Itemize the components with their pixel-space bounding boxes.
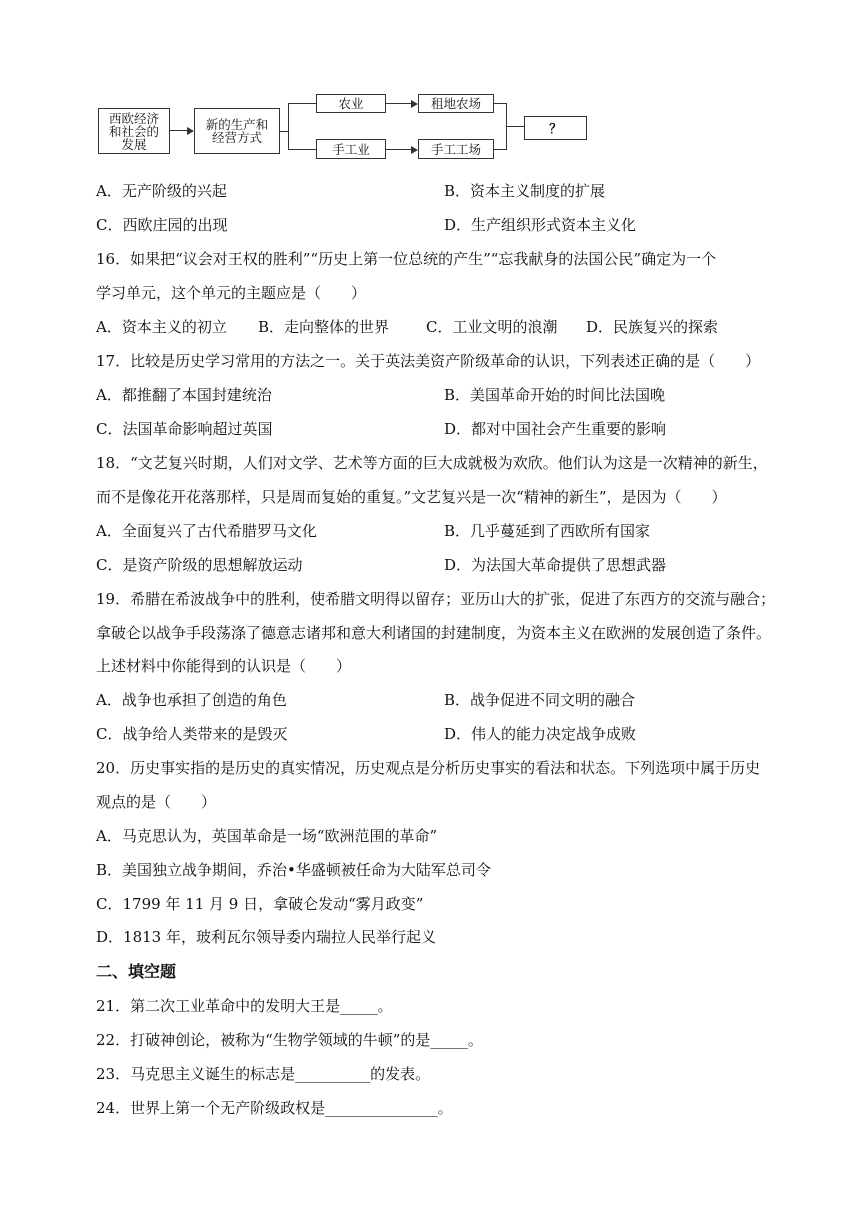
q16-stem-line2: 学习单元，这个单元的主题应是（ ） [96, 284, 367, 302]
branch-stem [280, 131, 288, 132]
q17-option-c: C．法国革命影响超过英国 [96, 420, 273, 438]
diagram-box-agriculture [316, 94, 386, 113]
q17-option-b: B．美国革命开始的时间比法国晚 [444, 386, 666, 404]
q18-stem-line2: 而不是像花开花落那样，只是周而复始的重复。”文艺复兴是一次“精神的新生”，是因为（ ） [96, 488, 727, 506]
q20-stem-line1: 20．历史事实指的是历史的真实情况，历史观点是分析历史事实的看法和状态。下列选项中属于历史 [96, 759, 761, 777]
q19-option-b: B．战争促进不同文明的融合 [444, 691, 636, 709]
merge-top [494, 103, 506, 104]
q16-option-c: C．工业文明的浪潮 [426, 318, 558, 336]
q23-text: 23．马克思主义诞生的标志是__________的发表。 [96, 1065, 431, 1083]
q17-stem-line1: 17．比较是历史学习常用的方法之一。关于英法美资产阶级革命的认识，下列表述正确的是（ ） [96, 352, 761, 370]
q15-option-c: C．西欧庄园的出现 [96, 216, 228, 234]
q15-option-b: B．资本主义制度的扩展 [444, 182, 606, 200]
q16-option-a: A．资本主义的初立 [96, 318, 227, 336]
q19-stem-line1: 19．希腊在希波战争中的胜利，使希腊文明得以留存；亚历山大的扩张，促进了东西方的交流与融合； [96, 590, 776, 608]
arrow-line-bottom [386, 149, 412, 150]
branch-vertical-left [288, 103, 289, 150]
diagram-box-workshop-label: 手工工场 [430, 141, 481, 157]
diagram-box-handicraft-label: 手工业 [332, 141, 370, 157]
q20-option-c: C．1799 年 11 月 9 日，拿破仑发动“雾月政变” [96, 895, 424, 913]
q20-stem-line2: 观点的是（ ） [96, 793, 217, 811]
q18-option-a: A．全面复兴了古代希腊罗马文化 [96, 522, 317, 540]
diagram-box-question [524, 116, 587, 140]
diagram-box-workshop [418, 139, 494, 159]
diagram-box-development-label: 西欧经济和社会的发展 [108, 110, 159, 152]
diagram-box-new-mode-label: 新的生产和经营方式 [205, 117, 269, 145]
q16-stem-line1: 16．如果把“议会对王权的胜利”“历史上第一位总统的产生”“忘我献身的法国公民”确定为一个 [96, 250, 717, 268]
q20-option-b: B．美国独立战争期间，乔治•华盛顿被任命为大陆军总司令 [96, 861, 491, 879]
q19-stem-line2: 拿破仑以战争手段荡涤了德意志诸邦和意大利诸国的封建制度，为资本主义在欧洲的发展创造了条件。 [96, 624, 772, 642]
arrow-head-top [411, 100, 418, 108]
arrow-head-bottom [411, 146, 418, 154]
diagram-box-new-mode [194, 108, 280, 154]
diagram-box-question-label: ？ [549, 120, 562, 136]
q17-option-d: D．都对中国社会产生重要的影响 [444, 420, 667, 438]
q20-option-a: A．马克思认为，英国革命是一场“欧洲范围的革命” [96, 827, 438, 845]
branch-top-left [288, 103, 316, 104]
arrow-line-top [386, 103, 412, 104]
q21-text: 21．第二次工业革命中的发明大王是_____。 [96, 997, 393, 1015]
q18-stem-line1: 18．“文艺复兴时期，人们对文学、艺术等方面的巨大成就极为欢欣。他们认为这是一次精神的新生， [96, 454, 768, 472]
flow-diagram [96, 96, 596, 160]
diagram-box-leased-farm-label: 租地农场 [430, 96, 481, 111]
section-heading-fill-in: 二、填空题 [96, 962, 177, 981]
merge-bottom [494, 149, 506, 150]
diagram-box-development [98, 108, 170, 154]
q19-stem-line3: 上述材料中你能得到的认识是（ ） [96, 657, 352, 675]
merge-out [506, 126, 524, 127]
q17-option-a: A．都推翻了本国封建统治 [96, 386, 272, 404]
q16-option-d: D．民族复兴的探索 [586, 318, 719, 336]
diagram-box-leased-farm [418, 94, 494, 113]
q16-option-b: B．走向整体的世界 [258, 318, 390, 336]
q15-option-d: D．生产组织形式资本主义化 [444, 216, 637, 234]
arrow-head-1 [187, 127, 194, 135]
q19-option-a: A．战争也承担了创造的角色 [96, 691, 287, 709]
diagram-box-agriculture-label: 农业 [338, 96, 364, 111]
q22-text: 22．打破神创论，被称为“生物学领域的牛顿”的是_____。 [96, 1031, 483, 1049]
q19-option-c: C．战争给人类带来的是毁灭 [96, 725, 288, 743]
diagram-box-handicraft [316, 139, 386, 159]
q15-option-a: A．无产阶级的兴起 [96, 182, 227, 200]
q19-option-d: D．伟人的能力决定战争成败 [444, 725, 637, 743]
q18-option-c: C．是资产阶级的思想解放运动 [96, 556, 303, 574]
q24-text: 24．世界上第一个无产阶级政权是_______________。 [96, 1099, 453, 1117]
arrow-line-1 [170, 130, 188, 131]
q18-option-d: D．为法国大革命提供了思想武器 [444, 556, 667, 574]
branch-bottom-left [288, 149, 316, 150]
q18-option-b: B．几乎蔓延到了西欧所有国家 [444, 522, 651, 540]
q20-option-d: D．1813 年，玻利瓦尔领导委内瑞拉人民举行起义 [96, 928, 436, 946]
